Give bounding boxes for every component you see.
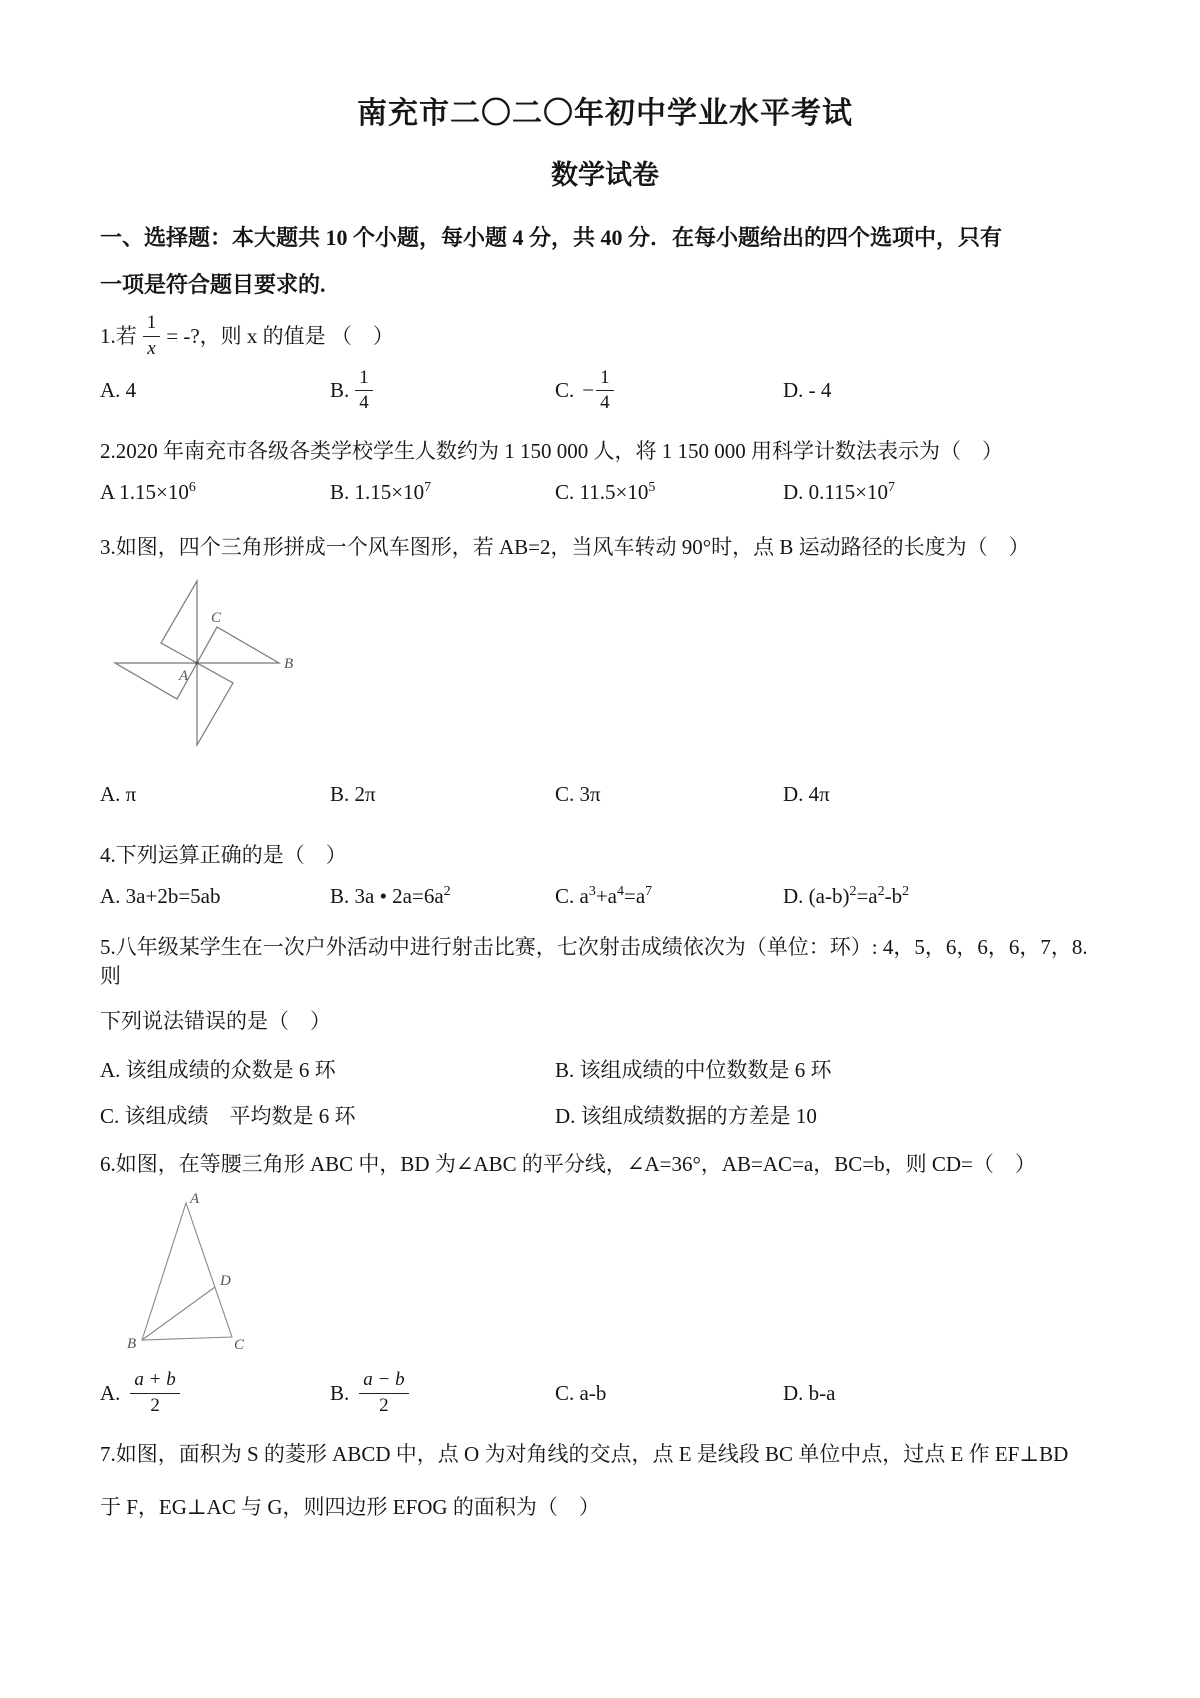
q6-option-c: C. a-b — [555, 1380, 607, 1405]
q1-prefix: 1.若 — [100, 323, 137, 348]
triangle-label-a: A — [190, 1191, 200, 1208]
question-7-line2: 于 F，EG⊥AC 与 G，则四边形 EFOG 的面积为（ ） — [100, 1494, 600, 1519]
pinwheel-label-c: C — [211, 610, 222, 627]
q1-fraction — [143, 312, 161, 361]
section-header-line2: 一项是符合题目要求的. — [100, 272, 326, 297]
q3-option-a: A. π — [100, 782, 137, 807]
page-subtitle: 数学试卷 — [551, 160, 659, 190]
q5-options-row1 — [100, 1054, 1110, 1084]
question-5-line1: 5.八年级某学生在一次户外活动中进行射击比赛，七次射击成绩依次为（单位：环）: 4，5，6，6，6，7，8. 则 — [100, 935, 1088, 989]
q3-options — [100, 782, 1110, 807]
q2-option-b: B. $1.15\times 10^7$ — [330, 480, 432, 505]
section-header-line1: 一、选择题：本大题共 10 个小题，每小题 4 分，共 40 分．在每小题给出的四个选项中，只有 — [100, 225, 1003, 250]
q4-option-b: B. 3a • $2a=6a^2$ — [330, 884, 451, 909]
q2-option-c: C. $11.5\times 10^5$ — [555, 480, 656, 505]
q4-option-d: D. $(a-b)^2=a^2-b^2$ — [783, 884, 910, 909]
q1-options — [100, 367, 1110, 416]
pinwheel-label-a: A — [179, 668, 189, 685]
q6-option-a — [100, 1369, 330, 1418]
q1-option-b-fraction: $\frac{1}{4}$ — [355, 367, 373, 416]
page-title: 南充市二〇二〇年初中学业水平考试 — [357, 97, 853, 130]
q5-option-d: D. 该组成绩数据的方差是 10 — [555, 1104, 817, 1129]
triangle-label-b: B — [127, 1336, 137, 1353]
section-header — [100, 214, 1110, 308]
q3-option-b: B. 2π — [330, 782, 376, 807]
q6-options — [100, 1369, 1110, 1418]
q2-options — [100, 480, 1110, 505]
q1-fraction-numerator: 1 — [143, 312, 161, 337]
isosceles-triangle-figure — [110, 1191, 270, 1361]
q3-option-d: D. 4π — [783, 782, 830, 807]
q4-option-a: A. 3a+2b=5ab — [100, 884, 221, 909]
q1-option-c — [555, 367, 783, 416]
q6-option-a-fraction: $\frac{a + b}{2}$ — [130, 1369, 179, 1418]
q5-option-c: C. 该组成绩 平均数是 6 环 — [100, 1104, 356, 1129]
question-5-line2: 下列说法错误的是（ ） — [100, 1009, 331, 1034]
q6-option-d: D. b-a — [783, 1380, 836, 1405]
q1-option-c-minus: − — [582, 378, 595, 403]
q2-option-d: D. $0.115\times 10^7$ — [783, 480, 895, 505]
q6-option-a-label: A. — [100, 1380, 121, 1405]
triangle-label-d: D — [220, 1273, 231, 1290]
q1-option-c-label: C. — [555, 378, 575, 403]
q1-option-b — [330, 367, 555, 416]
q3-option-c: C. 3π — [555, 782, 601, 807]
q1-suffix: = -?，则 x 的值是 （ ） — [166, 323, 394, 348]
triangle-label-c: C — [234, 1337, 245, 1354]
q5-option-a: A. 该组成绩的众数是 6 环 — [100, 1058, 336, 1083]
pinwheel-figure — [102, 568, 312, 768]
q6-option-b-label: B. — [330, 1380, 350, 1405]
question-1-text — [100, 312, 1110, 361]
q5-option-b: B. 该组成绩的中位数数是 6 环 — [555, 1058, 832, 1083]
q2-option-a: A $1.15\times 10^6$ — [100, 480, 196, 505]
q4-option-c: C. $a^3+a^4=a^7$ — [555, 884, 653, 909]
q6-option-b-fraction: $\frac{a - b}{2}$ — [359, 1369, 408, 1418]
q6-option-b — [330, 1369, 555, 1418]
question-6-text: 6.如图，在等腰三角形 ABC 中，BD 为∠ABC 的平分线，∠A=36°，AB=AC=a，BC=b，则 CD=（ ） — [100, 1152, 1036, 1177]
question-7-line1: 7.如图，面积为 S 的菱形 ABCD 中，点 O 为对角线的交点，点 E 是线段 BC 单位中点，过点 E 作 EF⊥BD — [100, 1441, 1069, 1466]
q1-fraction-denominator: x — [147, 337, 156, 359]
q1-option-c-fraction: $\frac{1}{4}$ — [596, 367, 614, 416]
q1-option-a: A. 4 — [100, 378, 137, 403]
pinwheel-label-b: B — [284, 656, 294, 673]
q5-options-row2 — [100, 1100, 1110, 1130]
question-4-text: 4.下列运算正确的是（ ） — [100, 843, 347, 868]
question-2-text: 2.2020 年南充市各级各类学校学生人数约为 1 150 000 人，将 1 150 000 用科学计数法表示为（ ） — [100, 439, 1003, 464]
q1-option-d: D. - 4 — [783, 378, 832, 403]
q1-option-b-label: B. — [330, 378, 350, 403]
question-3-text: 3.如图，四个三角形拼成一个风车图形，若 AB=2，当风车转动 90°时，点 B 运动路径的长度为（ ） — [100, 535, 1030, 560]
q4-options — [100, 884, 1110, 909]
